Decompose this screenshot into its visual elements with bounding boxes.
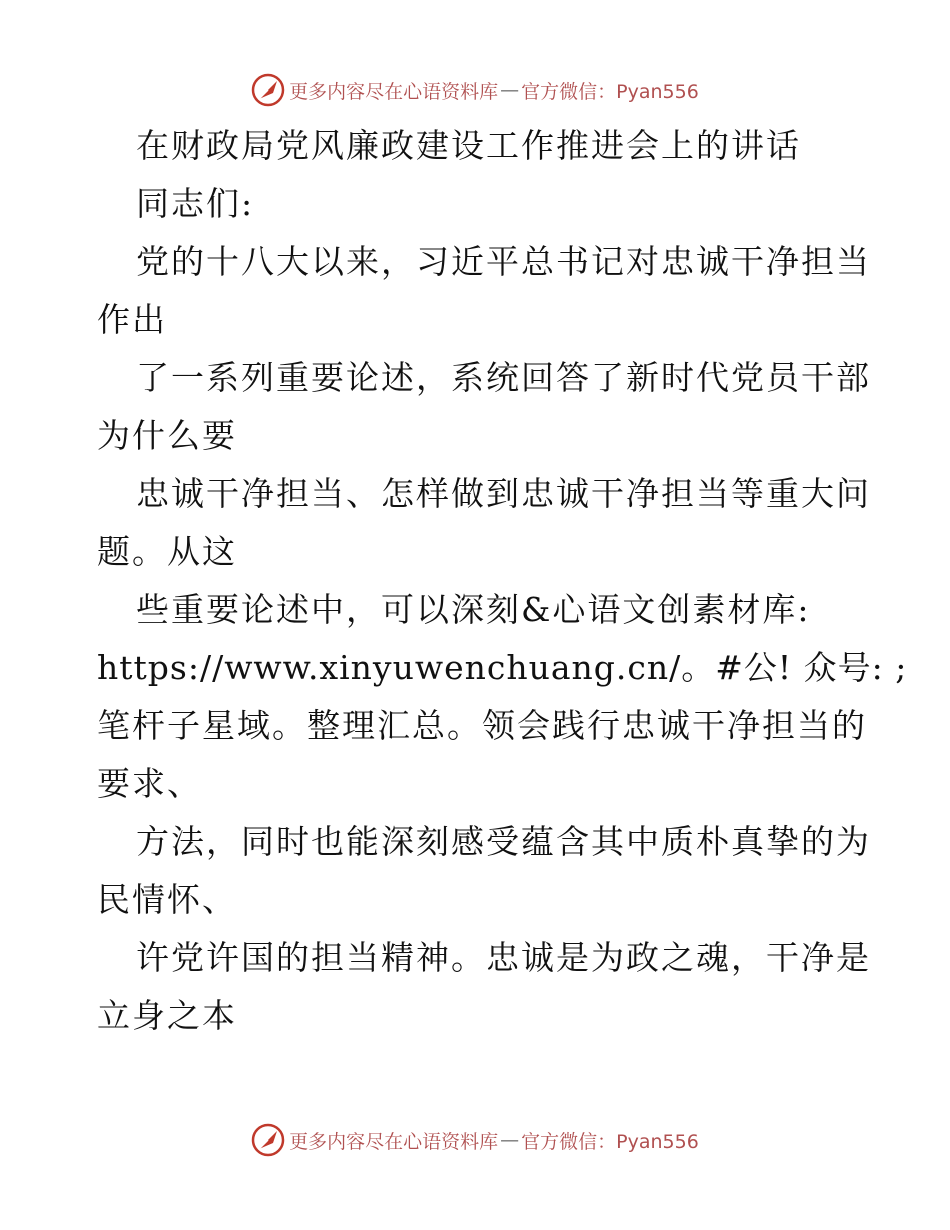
text-line: 笔杆子星域。整理汇总。领会践行忠诚干净担当的 (97, 706, 867, 745)
text-line: 要求、 (97, 764, 202, 803)
banner-contact: 官方微信：Pyan556 (521, 1130, 699, 1153)
banner-contact: 官方微信：Pyan556 (521, 80, 699, 103)
text-line: 许党许国的担当精神。忠诚是为政之魂，干净是 (136, 938, 871, 977)
document-title: 在财政局党风廉政建设工作推进会上的讲话 (136, 126, 801, 165)
text-line: 党的十八大以来，习近平总书记对忠诚干净担当 (136, 242, 871, 281)
banner-separator: — (500, 1129, 520, 1151)
footer-watermark (0, 1120, 950, 1160)
quill-logo-icon (251, 73, 285, 107)
text-line: 了一系列重要论述，系统回答了新时代党员干部 (136, 358, 871, 397)
text-line: 立身之本 (97, 996, 237, 1035)
text-line: 忠诚干净担当、怎样做到忠诚干净担当等重大问 (136, 474, 871, 513)
text-line: 些重要论述中，可以深刻&心语文创素材库: (136, 590, 811, 629)
text-line-url: https://www.xinyuwenchuang.cn/。#公! 众号: ; (97, 648, 908, 687)
text-line: 方法，同时也能深刻感受蕴含其中质朴真挚的为 (136, 822, 871, 861)
salutation: 同志们: (136, 184, 255, 223)
quill-logo-icon (251, 1123, 285, 1157)
banner-prefix: 更多内容尽在心语资料库 (289, 1130, 499, 1153)
text-line: 为什么要 (97, 416, 237, 455)
text-line: 作出 (97, 300, 167, 339)
banner-prefix: 更多内容尽在心语资料库 (289, 80, 499, 103)
banner-separator: — (500, 79, 520, 101)
header-watermark (0, 70, 950, 110)
text-line: 民情怀、 (97, 880, 237, 919)
text-line: 题。从这 (97, 532, 237, 571)
